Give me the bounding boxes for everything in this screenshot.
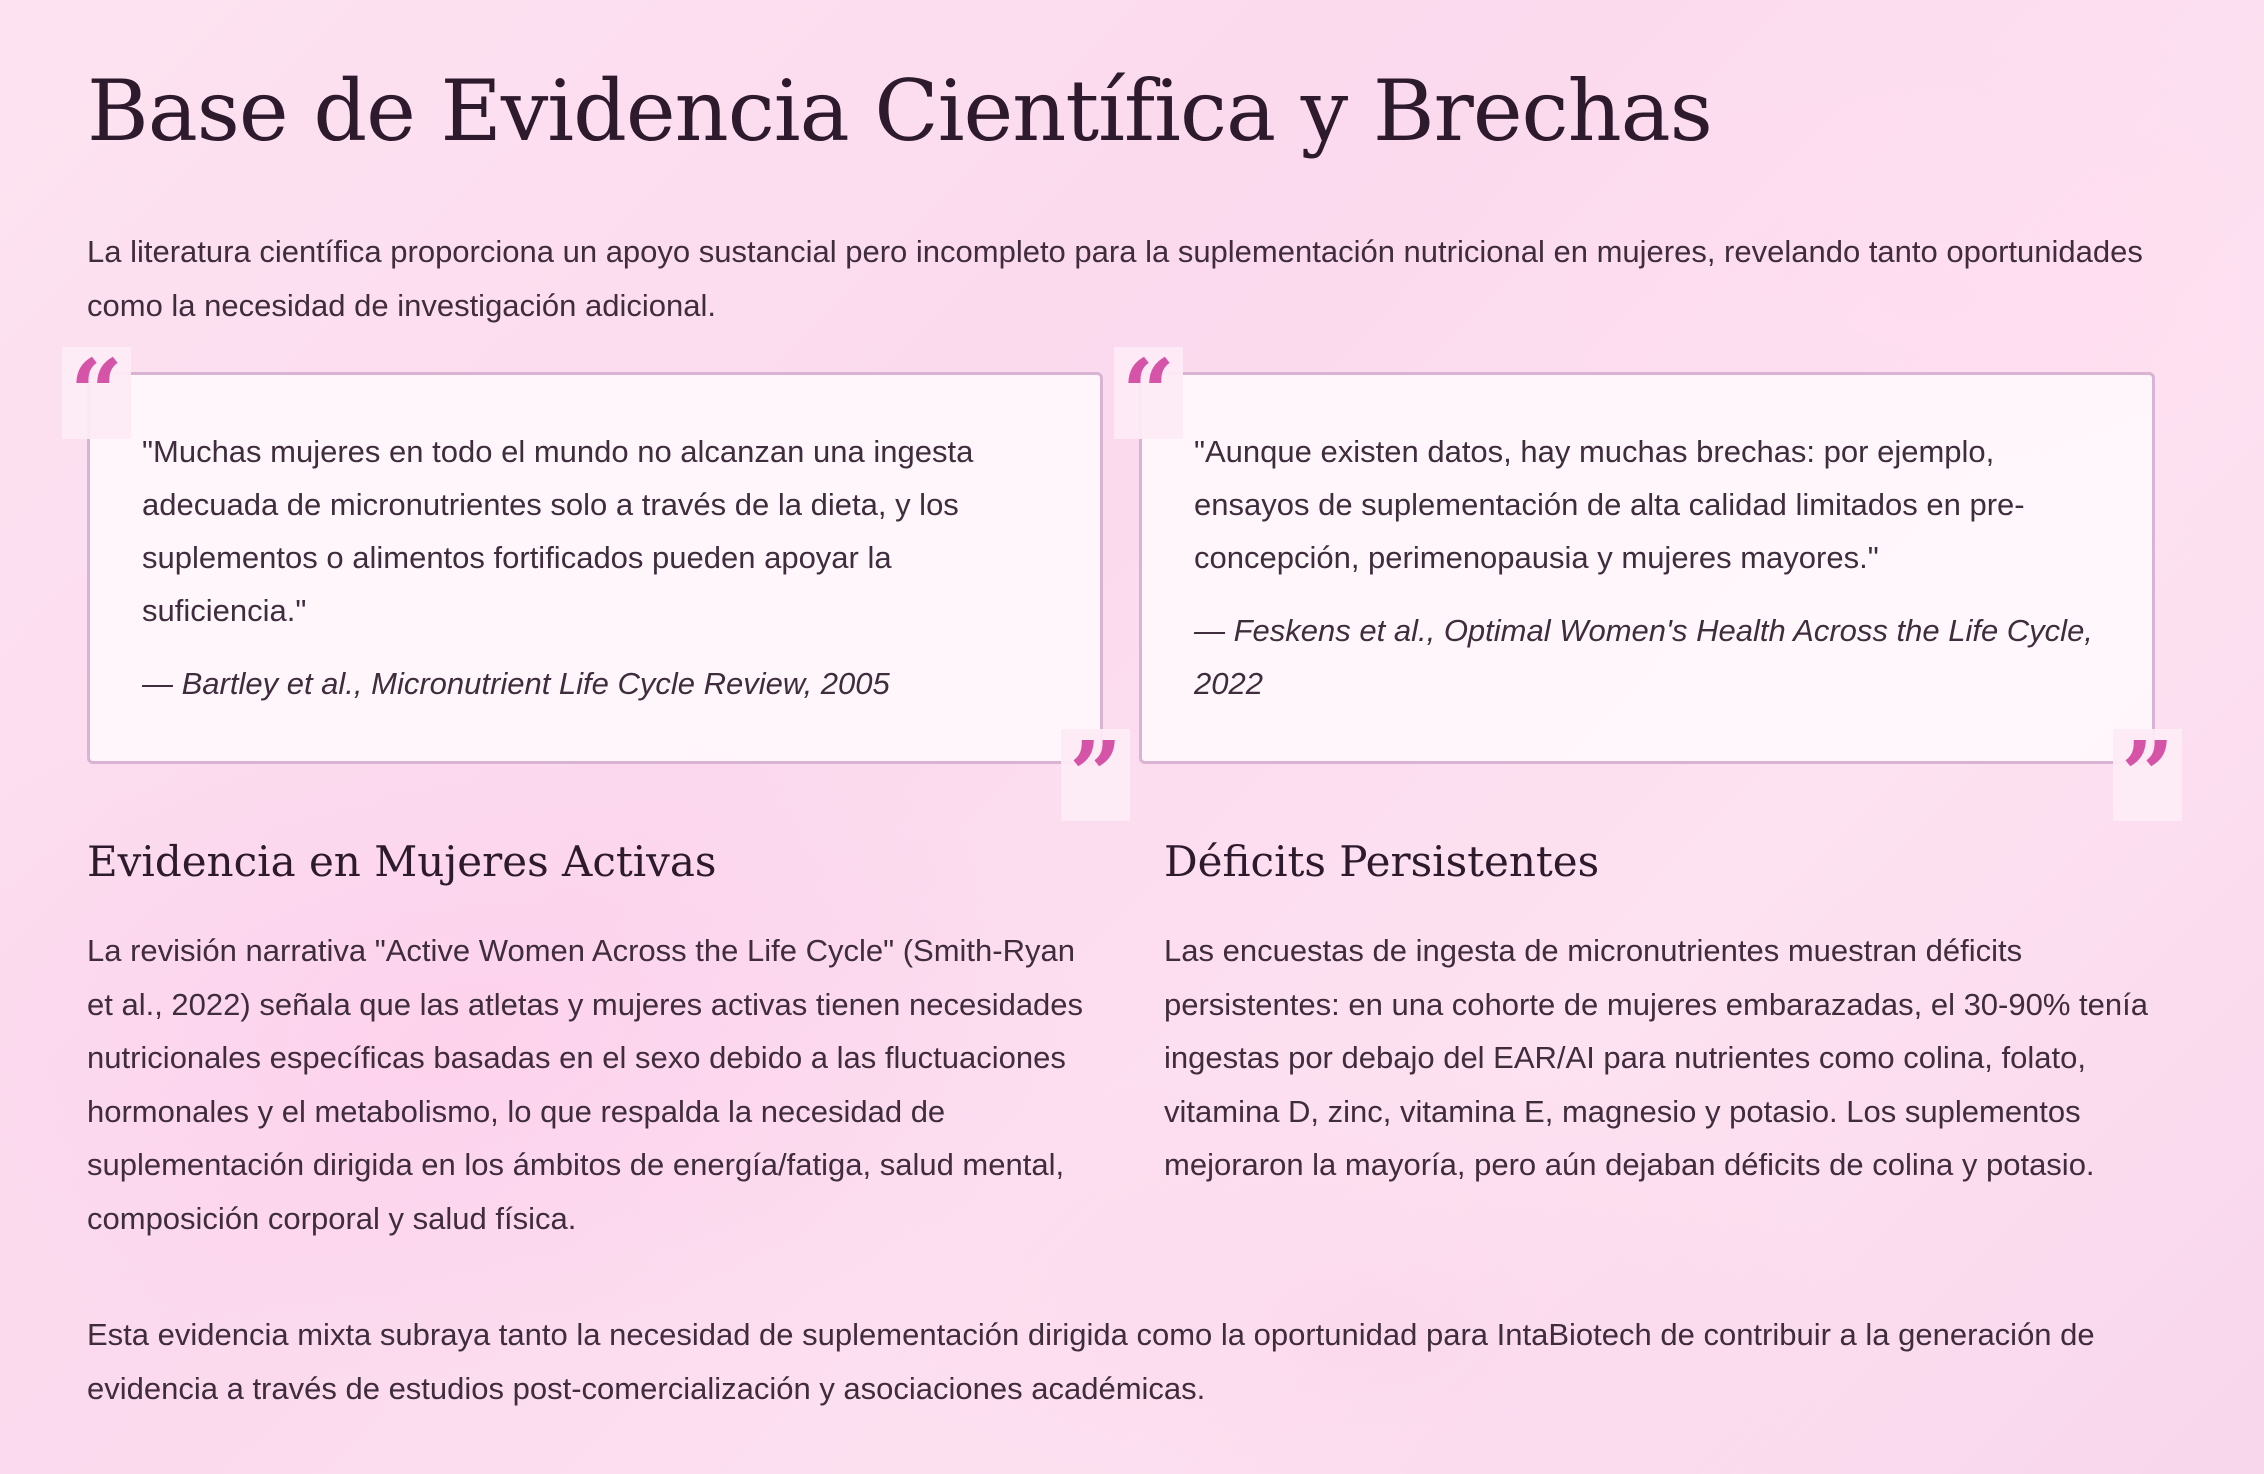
open-quote-icon: “	[62, 347, 131, 439]
closing-paragraph: Esta evidencia mixta subraya tanto la necesidad de suplementación dirigida como la oportunidad para IntaBiotech de contribuir a la generación de evidencia a través de estudios post-comercialización y asociaciones académicas.	[87, 1317, 2095, 1406]
quote-text: "Muchas mujeres en todo el mundo no alcanzan una ingesta adecuada de micronutrientes solo a través de la dieta, y los suplementos o alimentos fortificados pueden apoyar la suficiencia."	[142, 434, 974, 628]
section-heading: Déficits Persistentes	[1164, 837, 1600, 886]
section-active-women	[87, 832, 1087, 1245]
open-quote-icon: “	[1114, 347, 1183, 439]
quote-card-feskens	[1122, 339, 2174, 829]
section-body: La revisión narrativa "Active Women Across the Life Cycle" (Smith-Ryan et al., 2022) señala que las atletas y mujeres activas tienen necesidades nutricionales específicas basadas en el sexo debido a las fluctuaciones hormonales y el metabolismo, lo que respalda la necesidad de suplementación dirigida en los ámbitos de energía/fatiga, salud mental, composición corporal y salud física.	[87, 933, 1084, 1236]
close-quote-icon: ”	[2113, 729, 2182, 821]
intro-paragraph: La literatura científica proporciona un apoyo sustancial pero incompleto para la suplementación nutricional en mujeres, revelando tanto oportunidades como la necesidad de investigación adicional.	[87, 234, 2143, 323]
section-heading: Evidencia en Mujeres Activas	[87, 837, 717, 886]
quote-text: "Aunque existen datos, hay muchas brechas: por ejemplo, ensayos de suplementación de alta calidad limitados en pre-concepción, perimenopausia y mujeres mayores."	[1194, 434, 2025, 575]
close-quote-icon: ”	[1061, 729, 1130, 821]
quote-source: — Bartley et al., Micronutrient Life Cycle Review, 2005	[142, 666, 890, 701]
page-title: Base de Evidencia Científica y Brechas	[87, 62, 1712, 160]
section-body: Las encuestas de ingesta de micronutrientes muestran déficits persistentes: en una cohorte de mujeres embarazadas, el 30-90% tenía ingestas por debajo del EAR/AI para nutrientes como colina, folato, vitamina D, zinc, vitamina E, magnesio y potasio. Los suplementos mejoraron la mayoría, pero aún dejaban déficits de colina y potasio.	[1164, 933, 2148, 1182]
section-persistent-deficits	[1164, 832, 2174, 1192]
quote-card-bartley	[70, 339, 1122, 829]
quote-source: — Feskens et al., Optimal Women's Health Across the Life Cycle, 2022	[1194, 613, 2093, 701]
